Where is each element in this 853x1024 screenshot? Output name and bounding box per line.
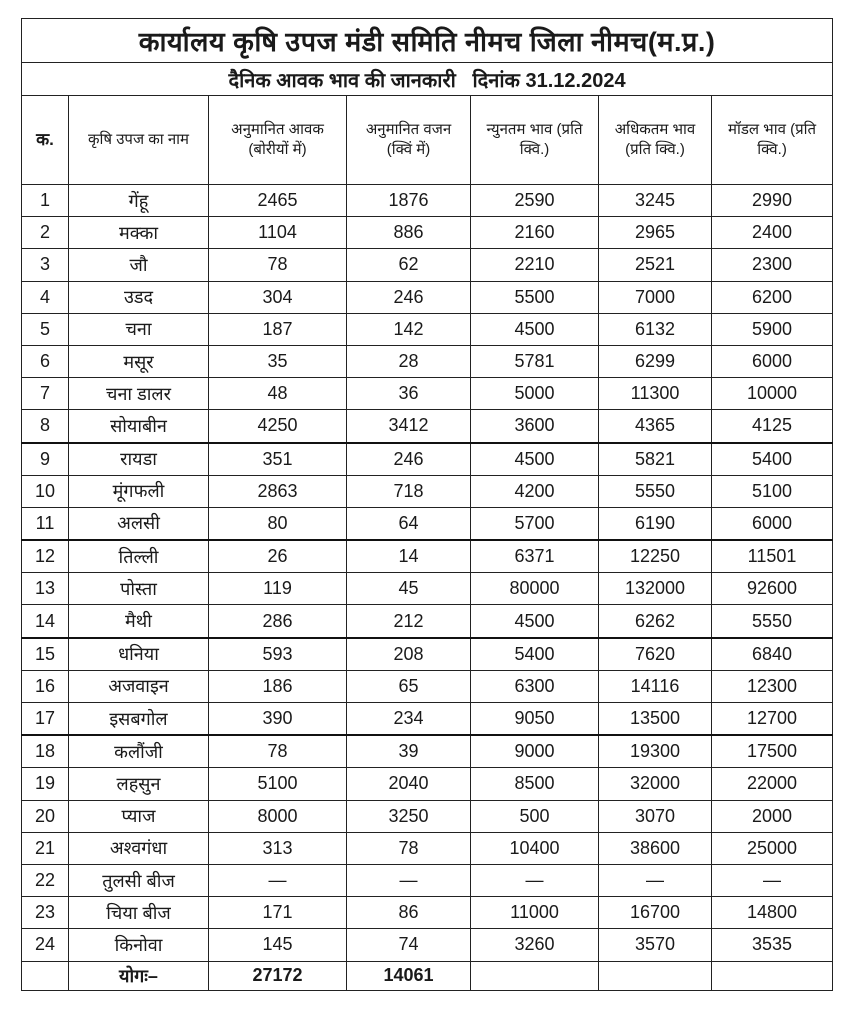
table-row	[22, 605, 833, 638]
table-row	[22, 475, 833, 507]
table-row	[22, 573, 833, 605]
min-price-cell: 4500	[471, 443, 599, 476]
serial-cell: 5	[22, 313, 69, 345]
modal-price-cell: 3535	[712, 929, 833, 961]
serial-cell: 23	[22, 897, 69, 929]
weight-cell: 65	[347, 670, 471, 702]
max-price-cell: 2965	[599, 217, 712, 249]
modal-price-cell: 6000	[712, 507, 833, 540]
modal-price-cell: 6840	[712, 638, 833, 671]
table-row	[22, 864, 833, 896]
max-price-cell: 12250	[599, 540, 712, 573]
table-row	[22, 735, 833, 768]
modal-price-cell: 22000	[712, 768, 833, 800]
total-empty-modal	[712, 961, 833, 990]
weight-cell: 74	[347, 929, 471, 961]
arrival-cell: 2863	[209, 475, 347, 507]
report-subtitle: दैनिक आवक भाव की जानकारी दिनांक 31.12.2024	[22, 63, 833, 96]
max-price-cell: 16700	[599, 897, 712, 929]
arrival-cell: 304	[209, 281, 347, 313]
max-price-cell: 13500	[599, 703, 712, 736]
produce-name-cell: प्याज	[69, 800, 209, 832]
produce-name-cell: चिया बीज	[69, 897, 209, 929]
serial-cell: 7	[22, 378, 69, 410]
serial-cell: 16	[22, 670, 69, 702]
table-row	[22, 540, 833, 573]
max-price-cell: 5550	[599, 475, 712, 507]
table-row	[22, 249, 833, 281]
arrival-cell: 8000	[209, 800, 347, 832]
total-label: योगः–	[69, 961, 209, 990]
produce-name-cell: चना	[69, 313, 209, 345]
produce-name-cell: जौ	[69, 249, 209, 281]
max-price-cell: 32000	[599, 768, 712, 800]
table-row	[22, 185, 833, 217]
serial-cell: 24	[22, 929, 69, 961]
max-price-cell: 6262	[599, 605, 712, 638]
weight-cell: 246	[347, 443, 471, 476]
modal-price-cell: 5550	[712, 605, 833, 638]
produce-name-cell: उडद	[69, 281, 209, 313]
weight-cell: 246	[347, 281, 471, 313]
min-price-cell: 6371	[471, 540, 599, 573]
min-price-cell: 9050	[471, 703, 599, 736]
produce-name-cell: अलसी	[69, 507, 209, 540]
total-row	[22, 961, 833, 990]
total-empty-max	[599, 961, 712, 990]
min-price-cell: 11000	[471, 897, 599, 929]
serial-cell: 6	[22, 345, 69, 377]
produce-name-cell: चना डालर	[69, 378, 209, 410]
max-price-cell: 6132	[599, 313, 712, 345]
col-header-modal-price: मॉडल भाव (प्रति क्वि.)	[712, 96, 833, 185]
modal-price-cell: 5400	[712, 443, 833, 476]
arrival-cell: 78	[209, 249, 347, 281]
max-price-cell: 132000	[599, 573, 712, 605]
modal-price-cell: 11501	[712, 540, 833, 573]
table-body	[22, 185, 833, 962]
arrival-cell: 119	[209, 573, 347, 605]
serial-cell: 4	[22, 281, 69, 313]
table-row	[22, 703, 833, 736]
produce-name-cell: तिल्ली	[69, 540, 209, 573]
min-price-cell: 80000	[471, 573, 599, 605]
max-price-cell: 19300	[599, 735, 712, 768]
table-row	[22, 670, 833, 702]
serial-cell: 19	[22, 768, 69, 800]
arrival-cell: 2465	[209, 185, 347, 217]
min-price-cell: 4500	[471, 313, 599, 345]
table-row	[22, 768, 833, 800]
table-row	[22, 345, 833, 377]
min-price-cell: 5500	[471, 281, 599, 313]
weight-cell: 14	[347, 540, 471, 573]
table-row	[22, 410, 833, 443]
col-header-produce-name: कृषि उपज का नाम	[69, 96, 209, 185]
max-price-cell: 3245	[599, 185, 712, 217]
modal-price-cell: 2990	[712, 185, 833, 217]
table-row	[22, 217, 833, 249]
arrival-cell: 78	[209, 735, 347, 768]
min-price-cell: 5400	[471, 638, 599, 671]
max-price-cell: 4365	[599, 410, 712, 443]
produce-name-cell: किनोवा	[69, 929, 209, 961]
arrival-cell: 26	[209, 540, 347, 573]
serial-cell: 11	[22, 507, 69, 540]
min-price-cell: 4500	[471, 605, 599, 638]
table-row	[22, 800, 833, 832]
produce-name-cell: लहसुन	[69, 768, 209, 800]
table-row	[22, 507, 833, 540]
modal-price-cell: 92600	[712, 573, 833, 605]
max-price-cell: 11300	[599, 378, 712, 410]
table-row	[22, 638, 833, 671]
max-price-cell: 7000	[599, 281, 712, 313]
weight-cell: 86	[347, 897, 471, 929]
min-price-cell: 3260	[471, 929, 599, 961]
weight-cell: 1876	[347, 185, 471, 217]
max-price-cell: 2521	[599, 249, 712, 281]
arrival-cell: 286	[209, 605, 347, 638]
arrival-cell: —	[209, 864, 347, 896]
table-row	[22, 281, 833, 313]
max-price-cell: 7620	[599, 638, 712, 671]
serial-cell: 20	[22, 800, 69, 832]
weight-cell: 2040	[347, 768, 471, 800]
max-price-cell: 3570	[599, 929, 712, 961]
modal-price-cell: 2300	[712, 249, 833, 281]
arrival-cell: 48	[209, 378, 347, 410]
modal-price-cell: 12700	[712, 703, 833, 736]
serial-cell: 1	[22, 185, 69, 217]
arrival-cell: 5100	[209, 768, 347, 800]
max-price-cell: 6190	[599, 507, 712, 540]
serial-cell: 3	[22, 249, 69, 281]
serial-cell: 10	[22, 475, 69, 507]
min-price-cell: 2210	[471, 249, 599, 281]
min-price-cell: 500	[471, 800, 599, 832]
modal-price-cell: 17500	[712, 735, 833, 768]
produce-name-cell: अजवाइन	[69, 670, 209, 702]
serial-cell: 15	[22, 638, 69, 671]
produce-name-cell: कलौंजी	[69, 735, 209, 768]
total-weight: 14061	[347, 961, 471, 990]
table-row	[22, 929, 833, 961]
min-price-cell: 3600	[471, 410, 599, 443]
min-price-cell: 5781	[471, 345, 599, 377]
max-price-cell: 38600	[599, 832, 712, 864]
modal-price-cell: 6200	[712, 281, 833, 313]
max-price-cell: 6299	[599, 345, 712, 377]
min-price-cell: 10400	[471, 832, 599, 864]
produce-name-cell: मक्का	[69, 217, 209, 249]
serial-cell: 22	[22, 864, 69, 896]
min-price-cell: 5000	[471, 378, 599, 410]
min-price-cell: 2160	[471, 217, 599, 249]
modal-price-cell: 12300	[712, 670, 833, 702]
total-serial-cell	[22, 961, 69, 990]
weight-cell: 3250	[347, 800, 471, 832]
arrival-cell: 351	[209, 443, 347, 476]
col-header-estimated-arrival: अनुमानित आवक (बोरीयों में)	[209, 96, 347, 185]
arrival-cell: 35	[209, 345, 347, 377]
market-rate-sheet	[21, 18, 832, 991]
modal-price-cell: 2000	[712, 800, 833, 832]
produce-name-cell: मूंगफली	[69, 475, 209, 507]
produce-name-cell: सोयाबीन	[69, 410, 209, 443]
modal-price-cell: 5100	[712, 475, 833, 507]
modal-price-cell: 2400	[712, 217, 833, 249]
weight-cell: 142	[347, 313, 471, 345]
produce-name-cell: तुलसी बीज	[69, 864, 209, 896]
table-row	[22, 443, 833, 476]
min-price-cell: 5700	[471, 507, 599, 540]
max-price-cell: 5821	[599, 443, 712, 476]
col-header-serial: क.	[22, 96, 69, 185]
table-row	[22, 378, 833, 410]
table-row	[22, 313, 833, 345]
table-row	[22, 832, 833, 864]
arrival-cell: 186	[209, 670, 347, 702]
serial-cell: 14	[22, 605, 69, 638]
min-price-cell: 6300	[471, 670, 599, 702]
weight-cell: 208	[347, 638, 471, 671]
produce-name-cell: मैथी	[69, 605, 209, 638]
min-price-cell: 4200	[471, 475, 599, 507]
serial-cell: 12	[22, 540, 69, 573]
weight-cell: 45	[347, 573, 471, 605]
weight-cell: 62	[347, 249, 471, 281]
arrival-cell: 1104	[209, 217, 347, 249]
col-header-min-price: न्युनतम भाव (प्रति क्वि.)	[471, 96, 599, 185]
serial-cell: 21	[22, 832, 69, 864]
weight-cell: 36	[347, 378, 471, 410]
modal-price-cell: —	[712, 864, 833, 896]
produce-name-cell: गेंहू	[69, 185, 209, 217]
total-arrival: 27172	[209, 961, 347, 990]
produce-name-cell: रायडा	[69, 443, 209, 476]
table-row	[22, 897, 833, 929]
modal-price-cell: 5900	[712, 313, 833, 345]
modal-price-cell: 6000	[712, 345, 833, 377]
arrival-cell: 313	[209, 832, 347, 864]
office-title: कार्यालय कृषि उपज मंडी समिति नीमच जिला नीमच(म.प्र.)	[22, 19, 833, 63]
col-header-estimated-weight: अनुमानित वजन (क्विं में)	[347, 96, 471, 185]
produce-name-cell: इसबगोल	[69, 703, 209, 736]
col-header-max-price: अधिकतम भाव (प्रति क्वि.)	[599, 96, 712, 185]
max-price-cell: 14116	[599, 670, 712, 702]
produce-name-cell: अश्वगंधा	[69, 832, 209, 864]
weight-cell: 3412	[347, 410, 471, 443]
serial-cell: 18	[22, 735, 69, 768]
modal-price-cell: 10000	[712, 378, 833, 410]
modal-price-cell: 14800	[712, 897, 833, 929]
daily-arrival-rate-table	[21, 18, 833, 991]
serial-cell: 8	[22, 410, 69, 443]
modal-price-cell: 4125	[712, 410, 833, 443]
min-price-cell: 8500	[471, 768, 599, 800]
total-empty-min	[471, 961, 599, 990]
arrival-cell: 80	[209, 507, 347, 540]
arrival-cell: 145	[209, 929, 347, 961]
weight-cell: 234	[347, 703, 471, 736]
serial-cell: 13	[22, 573, 69, 605]
min-price-cell: —	[471, 864, 599, 896]
max-price-cell: 3070	[599, 800, 712, 832]
arrival-cell: 171	[209, 897, 347, 929]
modal-price-cell: 25000	[712, 832, 833, 864]
arrival-cell: 390	[209, 703, 347, 736]
max-price-cell: —	[599, 864, 712, 896]
min-price-cell: 2590	[471, 185, 599, 217]
serial-cell: 2	[22, 217, 69, 249]
weight-cell: 886	[347, 217, 471, 249]
weight-cell: 64	[347, 507, 471, 540]
min-price-cell: 9000	[471, 735, 599, 768]
weight-cell: 28	[347, 345, 471, 377]
produce-name-cell: पोस्ता	[69, 573, 209, 605]
produce-name-cell: धनिया	[69, 638, 209, 671]
weight-cell: 78	[347, 832, 471, 864]
produce-name-cell: मसूर	[69, 345, 209, 377]
weight-cell: 39	[347, 735, 471, 768]
serial-cell: 17	[22, 703, 69, 736]
weight-cell: —	[347, 864, 471, 896]
arrival-cell: 593	[209, 638, 347, 671]
arrival-cell: 4250	[209, 410, 347, 443]
serial-cell: 9	[22, 443, 69, 476]
arrival-cell: 187	[209, 313, 347, 345]
weight-cell: 212	[347, 605, 471, 638]
weight-cell: 718	[347, 475, 471, 507]
